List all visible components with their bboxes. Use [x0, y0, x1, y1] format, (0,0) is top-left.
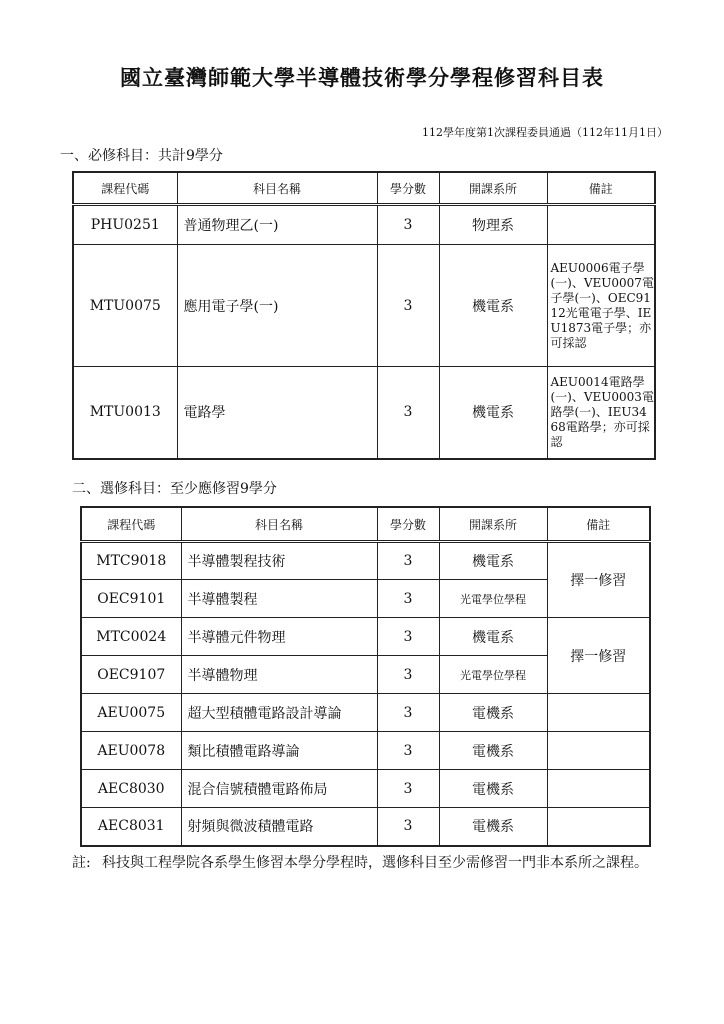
course-code: OEC9101 [81, 580, 181, 618]
table-row [81, 808, 650, 846]
header-remarks: 備註 [547, 507, 650, 542]
course-department: 機電系 [439, 618, 547, 656]
course-credits: 3 [377, 732, 439, 770]
header-course-name: 科目名稱 [177, 172, 377, 205]
course-code: OEC9107 [81, 656, 181, 694]
course-code: AEC8030 [81, 770, 181, 808]
course-remark: AEU0006電子學(一)、VEU0007電子學(一)、OEC9112光電電子學、IEU1873電子學；亦可採認 [547, 245, 655, 367]
header-course-code: 課程代碼 [73, 172, 177, 205]
course-name: 射頻與微波積體電路 [181, 808, 377, 846]
course-department: 光電學位學程 [439, 656, 547, 694]
header-credits: 學分數 [377, 172, 439, 205]
footnote-text: 科技與工程學院各系學生修習本學分學程時，選修科目至少需修習一門非本系所之課程。 [102, 855, 648, 871]
course-remark: AEU0014電路學(一)、VEU0003電路學(一)、IEU3468電路學；亦可採認 [547, 367, 655, 459]
course-credits: 3 [377, 205, 439, 245]
footnote [72, 852, 648, 874]
approval-note: 112學年度第1次課程委員通過（112年11月1日） [422, 126, 668, 139]
elective-courses-table [80, 506, 651, 847]
choose-one-remark: 擇一修習 [547, 542, 650, 618]
choose-one-remark: 擇一修習 [547, 618, 650, 694]
course-code: AEU0075 [81, 694, 181, 732]
course-department: 機電系 [439, 542, 547, 580]
course-department: 光電學位學程 [439, 580, 547, 618]
course-name: 電路學 [177, 367, 377, 459]
course-code: AEU0078 [81, 732, 181, 770]
header-credits: 學分數 [377, 507, 439, 542]
elective-section-heading: 二、選修科目：至少應修習9學分 [72, 481, 277, 497]
course-name: 超大型積體電路設計導論 [181, 694, 377, 732]
course-name: 類比積體電路導論 [181, 732, 377, 770]
course-name: 半導體製程技術 [181, 542, 377, 580]
course-department: 機電系 [439, 367, 547, 459]
course-credits: 3 [377, 245, 439, 367]
course-department: 電機系 [439, 732, 547, 770]
course-name: 普通物理乙(一) [177, 205, 377, 245]
header-course-code: 課程代碼 [81, 507, 181, 542]
course-credits: 3 [377, 770, 439, 808]
course-name: 混合信號積體電路佈局 [181, 770, 377, 808]
required-section-heading: 一、必修科目：共計9學分 [60, 148, 223, 164]
course-credits: 3 [377, 618, 439, 656]
empty-remark [547, 770, 650, 808]
course-name: 半導體製程 [181, 580, 377, 618]
header-department: 開課系所 [439, 507, 547, 542]
course-department: 物理系 [439, 205, 547, 245]
table-row [81, 732, 650, 770]
empty-remark [547, 694, 650, 732]
course-code: MTU0075 [73, 245, 177, 367]
table-row [81, 694, 650, 732]
course-credits: 3 [377, 656, 439, 694]
course-remark [547, 205, 655, 245]
course-code: MTU0013 [73, 367, 177, 459]
footnote-label: 註: [72, 855, 91, 871]
course-credits: 3 [377, 367, 439, 459]
required-courses-table [72, 171, 656, 460]
course-code: AEC8031 [81, 808, 181, 846]
course-credits: 3 [377, 542, 439, 580]
course-department: 機電系 [439, 245, 547, 367]
course-department: 電機系 [439, 808, 547, 846]
table-row [81, 770, 650, 808]
header-course-name: 科目名稱 [181, 507, 377, 542]
empty-remark [547, 732, 650, 770]
table-row [73, 367, 655, 459]
course-code: MTC9018 [81, 542, 181, 580]
table-header-row [81, 507, 650, 542]
page-title: 國立臺灣師範大學半導體技術學分學程修習科目表 [120, 65, 604, 90]
course-credits: 3 [377, 808, 439, 846]
table-row [81, 542, 650, 580]
course-name: 應用電子學(一) [177, 245, 377, 367]
table-header-row [73, 172, 655, 205]
course-credits: 3 [377, 694, 439, 732]
course-department: 電機系 [439, 694, 547, 732]
course-credits: 3 [377, 580, 439, 618]
course-department: 電機系 [439, 770, 547, 808]
course-name: 半導體物理 [181, 656, 377, 694]
header-department: 開課系所 [439, 172, 547, 205]
course-name: 半導體元件物理 [181, 618, 377, 656]
table-row [73, 245, 655, 367]
header-remarks: 備註 [547, 172, 655, 205]
course-code: PHU0251 [73, 205, 177, 245]
course-code: MTC0024 [81, 618, 181, 656]
table-row [81, 618, 650, 656]
empty-remark [547, 808, 650, 846]
table-row [73, 205, 655, 245]
